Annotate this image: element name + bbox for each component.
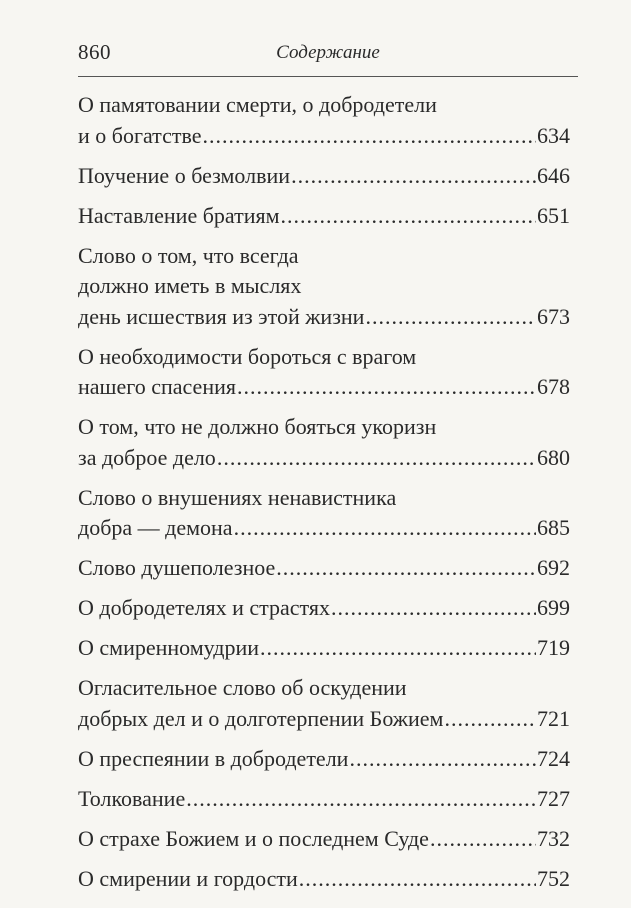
toc-entry-last-line bbox=[78, 704, 570, 735]
dot-leader bbox=[291, 161, 536, 192]
toc-entry bbox=[78, 784, 570, 815]
toc-entry bbox=[78, 483, 570, 544]
toc-entry-title-line: О смирении и гордости bbox=[78, 865, 298, 891]
toc-entry bbox=[78, 412, 570, 473]
toc-entry-title-line: день исшествия из этой жизни bbox=[78, 303, 365, 329]
toc-page-number: 685 bbox=[537, 515, 570, 540]
toc-entry-title-line: О памятовании смерти, о добродетели bbox=[78, 92, 437, 117]
toc-page-number: 680 bbox=[537, 444, 570, 470]
page-number: 860 bbox=[78, 40, 111, 64]
toc-entry bbox=[78, 90, 570, 151]
toc-entry-title-line: О необходимости бороться с врагом bbox=[78, 343, 417, 369]
header-rule bbox=[78, 76, 578, 77]
toc-entry-last-line bbox=[78, 513, 570, 544]
toc-entry-last-line bbox=[78, 121, 570, 152]
dot-leader bbox=[349, 744, 536, 775]
dot-leader bbox=[234, 513, 536, 544]
toc-entry-title-line: О страхе Божием и о последнем Суде bbox=[78, 825, 429, 851]
toc-entry-title-line: за доброе дело bbox=[78, 444, 216, 470]
dot-leader bbox=[281, 201, 536, 232]
toc-entry-title-line: должно иметь в мыслях bbox=[78, 273, 302, 298]
toc-entry-title-line: Толкование bbox=[78, 785, 186, 811]
toc-entry bbox=[78, 161, 570, 192]
toc-entry-title-line: добра — демона bbox=[78, 515, 233, 540]
toc-page-number: 732 bbox=[537, 825, 570, 851]
toc-entry bbox=[78, 633, 570, 664]
toc-entry-last-line bbox=[78, 372, 570, 403]
toc-entry-title-line: О том, что не должно бояться укоризн bbox=[78, 414, 437, 439]
dot-leader bbox=[276, 553, 536, 584]
running-title: Содержание bbox=[276, 42, 380, 63]
toc-page-number: 721 bbox=[537, 705, 570, 731]
toc-page-number: 673 bbox=[537, 303, 570, 329]
dot-leader bbox=[217, 443, 536, 474]
table-of-contents bbox=[78, 90, 570, 904]
toc-page-number: 692 bbox=[537, 555, 570, 580]
toc-entry-last-line bbox=[78, 633, 570, 664]
toc-page-number: 719 bbox=[537, 635, 570, 660]
dot-leader bbox=[186, 784, 536, 815]
toc-entry-last-line bbox=[78, 302, 570, 333]
toc-entry-title-line: Поучение о безмолвии bbox=[78, 162, 291, 188]
toc-entry bbox=[78, 864, 570, 895]
toc-page-number: 752 bbox=[537, 865, 570, 891]
page-header bbox=[78, 34, 578, 78]
toc-entry-last-line bbox=[78, 593, 570, 624]
dot-leader bbox=[299, 864, 536, 895]
toc-entry bbox=[78, 241, 570, 333]
dot-leader bbox=[260, 633, 536, 664]
toc-entry-title-line: Слово о внушениях ненавистника bbox=[78, 484, 397, 510]
dot-leader bbox=[202, 121, 536, 152]
toc-entry bbox=[78, 342, 570, 403]
toc-entry bbox=[78, 553, 570, 584]
toc-entry bbox=[78, 593, 570, 624]
toc-entry-last-line bbox=[78, 201, 570, 232]
toc-entry-title-line: Огласительное слово об оскудении bbox=[78, 675, 407, 700]
toc-entry bbox=[78, 744, 570, 775]
toc-entry bbox=[78, 824, 570, 855]
toc-page-number: 678 bbox=[537, 374, 570, 399]
toc-entry-title-line: О преспеянии в добродетели bbox=[78, 745, 349, 771]
toc-entry-title-line: Слово о том, что всегда bbox=[78, 242, 299, 268]
toc-entry-title-line: добрых дел и о долготерпении Божием bbox=[78, 705, 444, 731]
toc-entry-last-line bbox=[78, 161, 570, 192]
toc-entry-last-line bbox=[78, 864, 570, 895]
dot-leader bbox=[430, 824, 536, 855]
toc-entry-last-line bbox=[78, 784, 570, 815]
toc-entry-last-line bbox=[78, 744, 570, 775]
toc-page-number: 699 bbox=[537, 595, 570, 620]
toc-entry-last-line bbox=[78, 824, 570, 855]
dot-leader bbox=[237, 372, 536, 403]
toc-entry bbox=[78, 673, 570, 734]
toc-entry-title-line: О добродетелях и страстях bbox=[78, 595, 330, 620]
toc-page-number: 646 bbox=[537, 162, 570, 188]
dot-leader bbox=[444, 704, 536, 735]
toc-entry-last-line bbox=[78, 553, 570, 584]
dot-leader bbox=[365, 302, 536, 333]
toc-entry-title-line: нашего спасения bbox=[78, 374, 236, 399]
toc-entry-title-line: О смиренномудрии bbox=[78, 635, 260, 660]
toc-page-number: 634 bbox=[537, 122, 570, 148]
toc-page-number: 651 bbox=[537, 202, 570, 228]
toc-page-number: 727 bbox=[537, 785, 570, 811]
toc-entry-title-line: Наставление братиям bbox=[78, 202, 280, 228]
toc-entry-title-line: Слово душеполезное bbox=[78, 555, 276, 580]
toc-entry-last-line bbox=[78, 443, 570, 474]
dot-leader bbox=[331, 593, 536, 624]
toc-entry-title-line: и о богатстве bbox=[78, 122, 202, 148]
toc-page-number: 724 bbox=[537, 745, 570, 771]
toc-entry bbox=[78, 201, 570, 232]
